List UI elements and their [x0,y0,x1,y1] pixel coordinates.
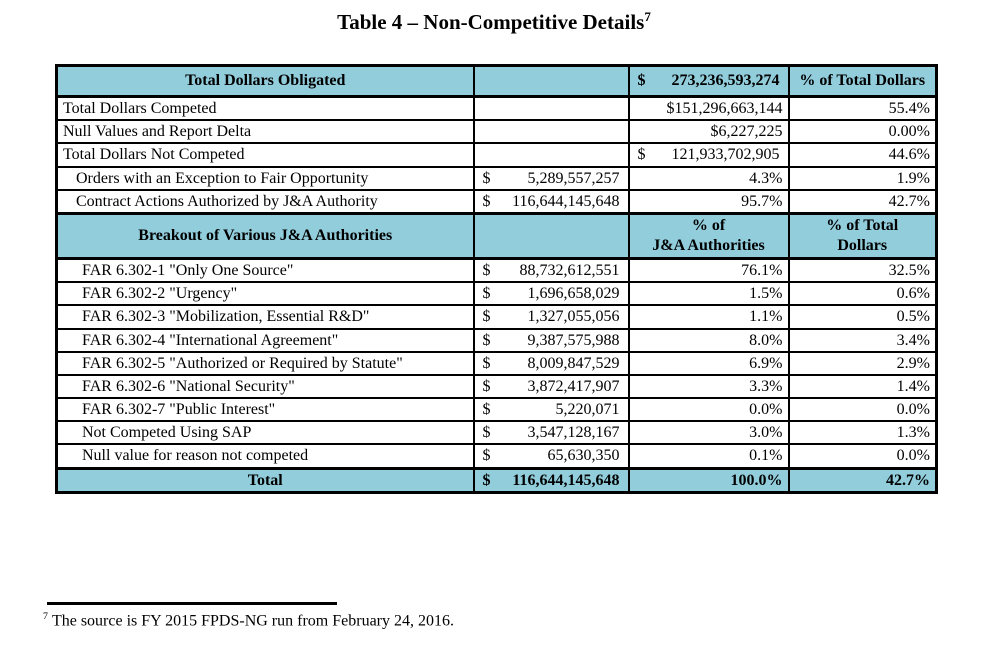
footnote-separator-rule [47,602,337,605]
pct-total-cell: 0.0% [789,444,937,468]
pct-cell: 4.3% [629,167,789,190]
amount-value: 1,696,658,029 [527,285,620,303]
table-row [57,305,937,328]
amount-cell [474,258,629,282]
pct-ja-cell: 3.0% [629,421,789,444]
pct-total-cell: 0.6% [789,282,937,305]
amount-value: 1,327,055,056 [527,308,620,326]
table-title-text: Table 4 – Non-Competitive Details [337,10,645,34]
amount-value: 116,644,145,648 [512,471,620,489]
total-row [57,468,937,492]
empty-cell [474,66,629,97]
total-pct-total-cell: 42.7% [789,468,937,492]
currency-symbol: $ [482,308,491,326]
footnote [43,611,454,630]
currency-symbol: $ [482,377,491,395]
amount-cell [474,305,629,328]
pct-ja-header-line1: % of [691,216,726,234]
row-label-cell: Total Dollars Not Competed [57,143,474,166]
amount-value: 273,236,593,274 [671,72,780,90]
pct-total-cell: 0.5% [789,305,937,328]
amount-cell [629,143,789,166]
breakout-header-row [57,213,937,258]
row-label-cell: Not Competed Using SAP [57,421,474,444]
amount-cell [474,375,629,398]
breakout-header-label-cell: Breakout of Various J&A Authorities [57,213,474,258]
row-label-cell: FAR 6.302-7 "Public Interest" [57,398,474,421]
table-row [57,190,937,214]
pct-total-cell: 3.4% [789,329,937,352]
pct-total-cell: 0.00% [789,120,937,143]
pct-ja-cell: 8.0% [629,329,789,352]
pct-total-cell: 55.4% [789,97,937,121]
currency-symbol: $ [637,72,646,90]
pct-total-cell: 32.5% [789,258,937,282]
currency-symbol: $ [482,354,491,372]
row-label-cell: Total Dollars Competed [57,97,474,121]
pct-total-cell: 1.4% [789,375,937,398]
summary-header-label-cell: Total Dollars Obligated [57,66,474,97]
row-label-cell: FAR 6.302-6 "National Security" [57,375,474,398]
table-row [57,167,937,190]
currency-symbol: $ [482,261,491,279]
footnote-text: The source is FY 2015 FPDS-NG run from February 24, 2016. [51,612,454,630]
total-amount-cell [474,468,629,492]
amount-cell [474,352,629,375]
table-row [57,329,937,352]
amount-value: 9,387,575,988 [527,331,620,349]
row-label-cell: FAR 6.302-5 "Authorized or Required by Statute" [57,352,474,375]
footnote-marker: 7 [43,611,48,622]
pct-ja-cell: 1.5% [629,282,789,305]
pct-ja-header-cell [629,213,789,258]
amount-value: 5,289,557,257 [527,169,620,187]
row-label-cell: FAR 6.302-4 "International Agreement" [57,329,474,352]
amount-cell [474,444,629,468]
table-row [57,143,937,166]
pct-total-cell: 0.0% [789,398,937,421]
table-row [57,97,937,121]
amount-cell: $151,296,663,144 [629,97,789,121]
total-obligated-amount-cell [629,66,789,97]
empty-cell [474,213,629,258]
row-label-cell: Null value for reason not competed [57,444,474,468]
amount-cell [474,329,629,352]
table-row [57,398,937,421]
currency-symbol: $ [482,401,491,419]
pct-of-total-header-cell: % of Total Dollars [789,66,937,97]
pct-total-cell: 42.7% [789,190,937,214]
pct-total-cell: 1.9% [789,167,937,190]
amount-cell [474,282,629,305]
currency-symbol: $ [482,471,491,489]
amount-value: 88,732,612,551 [519,261,620,279]
pct-ja-cell: 3.3% [629,375,789,398]
empty-cell [474,143,629,166]
total-label-cell: Total [57,468,474,492]
non-competitive-details-table [55,64,938,494]
amount-value: 8,009,847,529 [527,354,620,372]
amount-value: 65,630,350 [547,447,620,465]
amount-cell [474,167,629,190]
pct-ja-header-line2: J&A Authorities [652,236,765,254]
row-label-cell: FAR 6.302-1 "Only One Source" [57,258,474,282]
table-row [57,352,937,375]
title-footnote-ref: 7 [644,9,651,24]
amount-cell [474,421,629,444]
currency-symbol: $ [482,424,491,442]
pct-total-header-line1: % of Total [826,216,899,234]
row-label-cell: Null Values and Report Delta [57,120,474,143]
amount-value: 5,220,071 [555,401,620,419]
pct-total-cell: 1.3% [789,421,937,444]
total-pct-ja-cell: 100.0% [629,468,789,492]
pct-ja-cell: 1.1% [629,305,789,328]
pct-total-header-line2: Dollars [837,236,888,254]
pct-ja-cell: 0.0% [629,398,789,421]
pct-total-cell: 2.9% [789,352,937,375]
pct-ja-cell: 6.9% [629,352,789,375]
currency-symbol: $ [482,169,491,187]
pct-ja-cell: 0.1% [629,444,789,468]
amount-cell [474,190,629,214]
empty-cell [474,97,629,121]
table-row [57,258,937,282]
currency-symbol: $ [482,285,491,303]
currency-symbol: $ [482,331,491,349]
row-label-cell: FAR 6.302-3 "Mobilization, Essential R&D" [57,305,474,328]
row-label-cell: Contract Actions Authorized by J&A Authority [57,190,474,214]
row-label-cell: Orders with an Exception to Fair Opportunity [57,167,474,190]
table-row [57,421,937,444]
table-row [57,120,937,143]
amount-value: 121,933,702,905 [671,146,780,164]
empty-cell [474,120,629,143]
table-row [57,282,937,305]
row-label-cell: FAR 6.302-2 "Urgency" [57,282,474,305]
amount-cell [474,398,629,421]
table-title [0,9,988,35]
pct-cell: 95.7% [629,190,789,214]
table-row [57,375,937,398]
table-row [57,444,937,468]
currency-symbol: $ [482,447,491,465]
summary-header-row [57,66,937,97]
pct-total-header-cell [789,213,937,258]
pct-ja-cell: 76.1% [629,258,789,282]
currency-symbol: $ [637,146,646,164]
amount-cell: $6,227,225 [629,120,789,143]
amount-value: 116,644,145,648 [512,192,620,210]
currency-symbol: $ [482,192,491,210]
amount-value: 3,872,417,907 [527,377,620,395]
amount-value: 3,547,128,167 [527,424,620,442]
pct-total-cell: 44.6% [789,143,937,166]
